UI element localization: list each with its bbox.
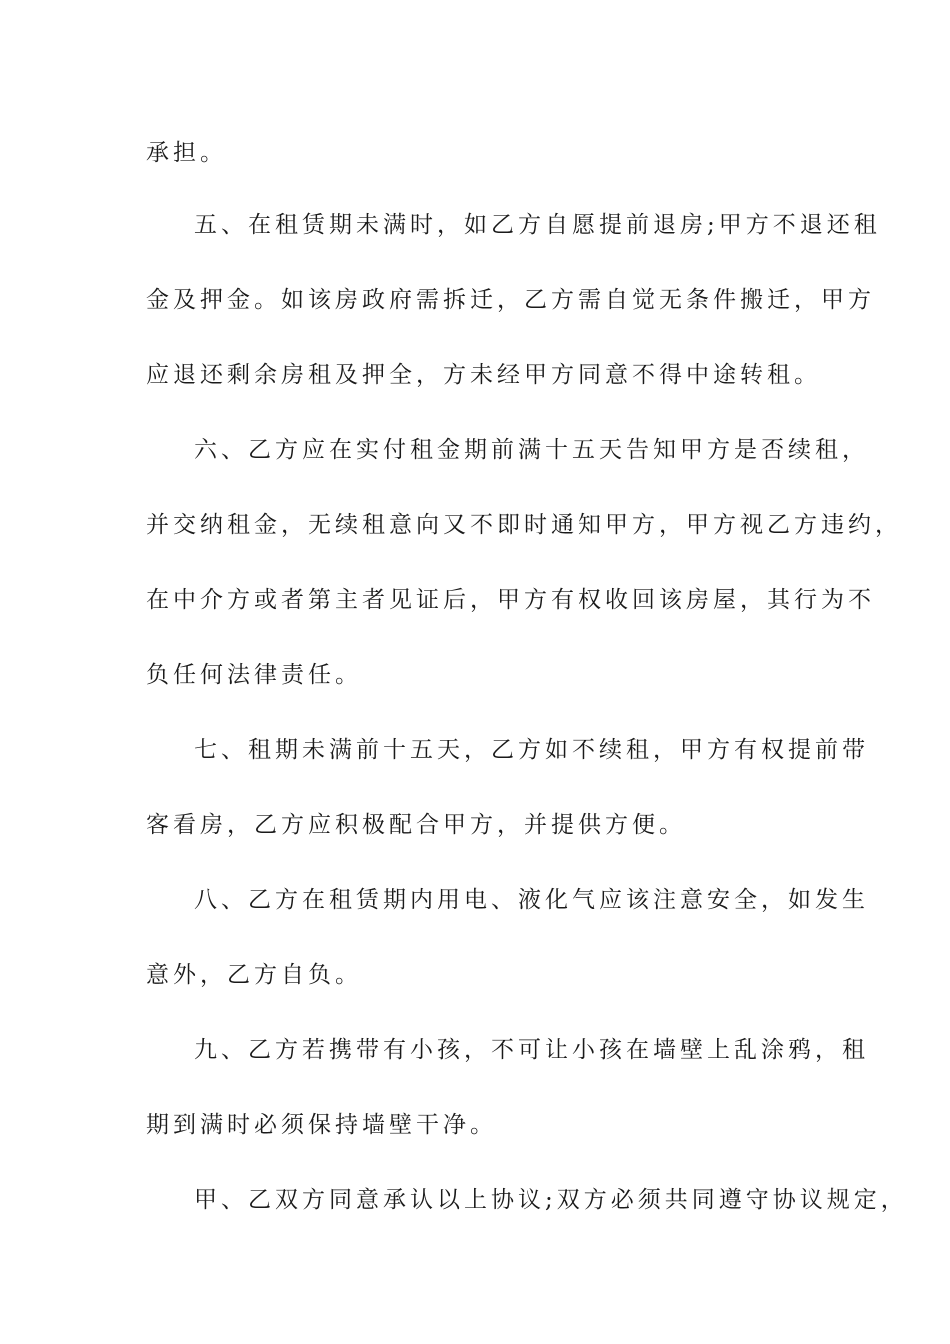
closing-line-1: 甲、乙双方同意承认以上协议;双方必须共同遵守协议规定， xyxy=(194,1187,908,1213)
clause-6-line-4: 负任何法律责任。 xyxy=(146,662,362,688)
clause-6-line-3: 在中介方或者第主者见证后，甲方有权收回该房屋，其行为不 xyxy=(146,587,875,613)
clause-6-line-1: 六、乙方应在实付租金期前满十五天告知甲方是否续租， xyxy=(194,437,869,463)
clause-5-line-1: 五、在租赁期未满时，如乙方自愿提前退房;甲方不退还租 xyxy=(194,212,881,238)
clause-6-line-2: 并交纳租金，无续租意向又不即时通知甲方，甲方视乙方违约， xyxy=(146,512,902,538)
text-line-1: 承担。 xyxy=(146,140,227,166)
clause-9-line-1: 九、乙方若携带有小孩，不可让小孩在墙壁上乱涂鸦，租 xyxy=(194,1037,869,1063)
clause-7-line-1: 七、租期未满前十五天，乙方如不续租，甲方有权提前带 xyxy=(194,737,869,763)
clause-7-line-2: 客看房，乙方应积极配合甲方，并提供方便。 xyxy=(146,812,686,838)
clause-5-line-2: 金及押金。如该房政府需拆迁，乙方需自觉无条件搬迁，甲方 xyxy=(146,287,875,313)
clause-9-line-2: 期到满时必须保持墙壁干净。 xyxy=(146,1112,497,1138)
clause-5-line-3: 应退还剩余房租及押全，方未经甲方同意不得中途转租。 xyxy=(146,362,821,388)
clause-8-line-2: 意外，乙方自负。 xyxy=(146,962,362,988)
clause-8-line-1: 八、乙方在租赁期内用电、液化气应该注意安全，如发生 xyxy=(194,887,869,913)
